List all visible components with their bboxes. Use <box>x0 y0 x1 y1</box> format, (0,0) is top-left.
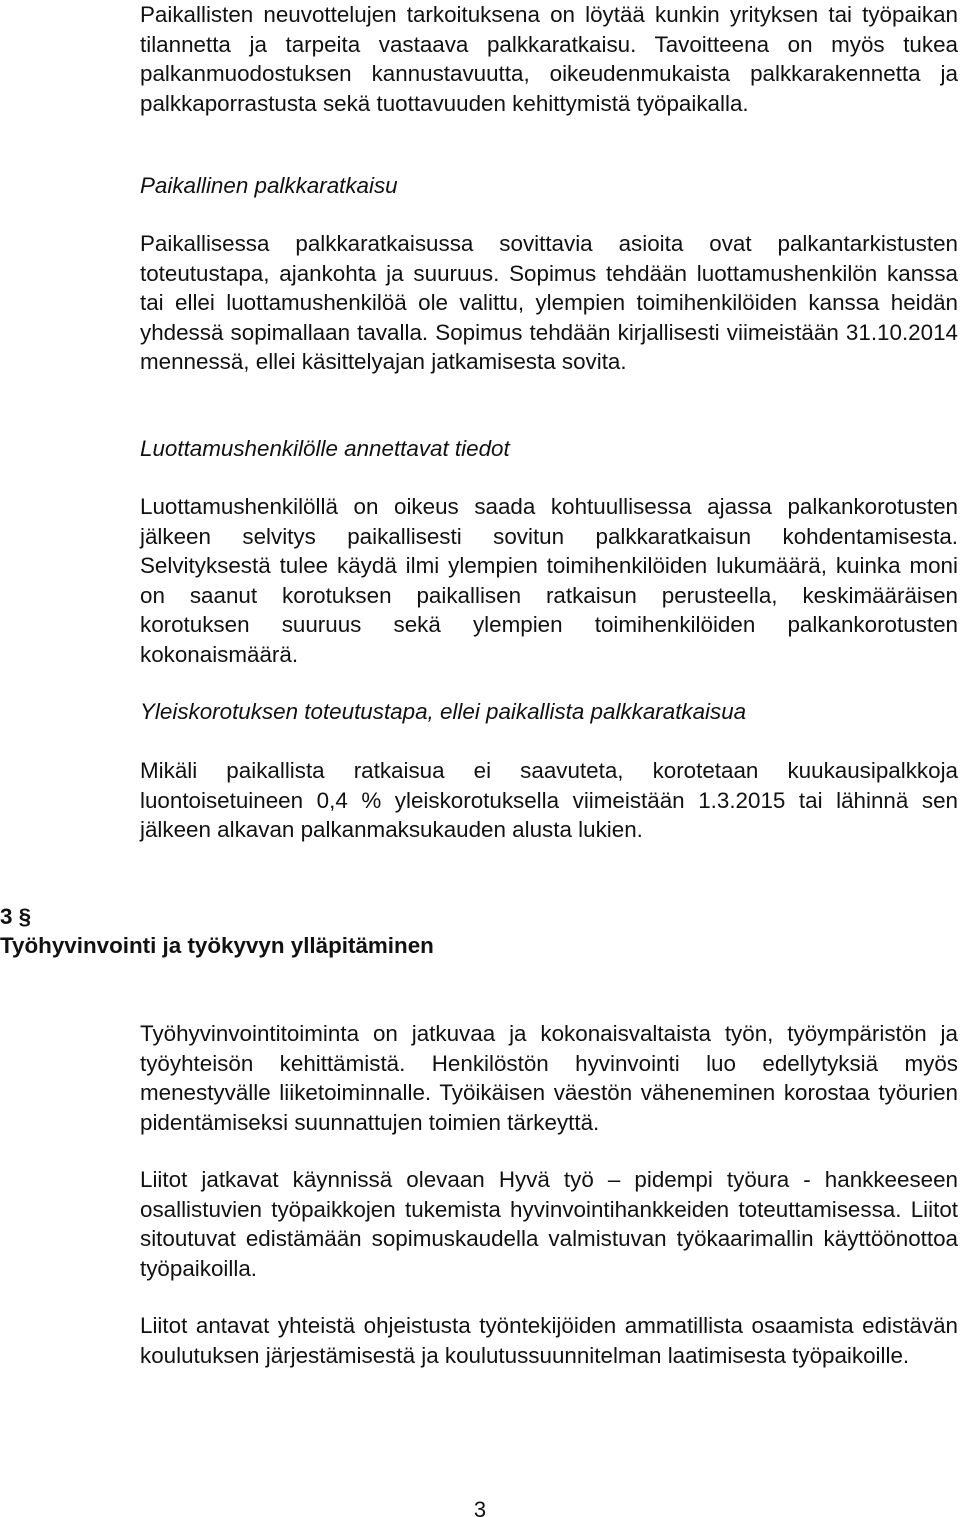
shop-steward-information-paragraph: Luottamushenkilöllä on oikeus saada kohtuullisessa ajassa palkankorotusten jälkeen selvitys paikallisesti sovitun palkkaratkaisun kohdentamisesta. Selvityksestä tulee käydä ilmi ylempien toimihenkilöiden lukumäärä, kuinka moni on saanut korotuksen paikallisen ratkaisun perusteella, keskimääräisen korotuksen suuruus sekä ylempien toimihenkilöiden palkankorotusten kokonaismäärä. <box>140 494 958 667</box>
wellbeing-paragraph-3: Liitot antavat yhteistä ohjeistusta työntekijöiden ammatillista osaamista edistävän koulutuksen järjestämisestä ja koulutussuunnitelman laatimisesta työpaikoille. <box>140 1313 958 1368</box>
subheading-shop-steward-information: Luottamushenkilölle annettavat tiedot <box>140 436 510 461</box>
subheading-local-pay-settlement: Paikallinen palkkaratkaisu <box>140 173 398 198</box>
section-number: 3 § <box>0 904 32 929</box>
section-title: Työhyvinvointi ja työkyvyn ylläpitäminen <box>0 933 434 958</box>
general-increase-paragraph: Mikäli paikallista ratkaisua ei saavuteta, korotetaan kuukausipalkkoja luontoisetuineen 0,4 % yleiskorotuksella viimeistään 1.3.2015 tai lähinnä sen jälkeen alkavan palkanmaksukauden alusta lukien. <box>140 758 958 842</box>
subheading-general-increase: Yleiskorotuksen toteutustapa, ellei paikallista palkkaratkaisua <box>140 699 747 724</box>
wellbeing-paragraph-1: Työhyvinvointitoiminta on jatkuvaa ja kokonaisvaltaista työn, työympäristön ja työyhteisön kehittämistä. Henkilöstön hyvinvointi luo edellytyksiä myös menestyvälle liiketoiminnalle. Työikäisen väestön väheneminen korostaa työurien pidentämiseksi suunnattujen toimien tärkeyttä. <box>140 1021 958 1135</box>
intro-paragraph: Paikallisten neuvottelujen tarkoituksena on löytää kunkin yrityksen tai työpaikan tilannetta ja tarpeita vastaava palkkaratkaisu. Tavoitteena on myös tukea palkanmuodostuksen kannustavuutta, oikeudenmukaista palkkarakennetta ja palkkaporrastusta sekä tuottavuuden kehittymistä työpaikalla. <box>140 2 958 116</box>
wellbeing-paragraph-2: Liitot jatkavat käynnissä olevaan Hyvä työ – pidempi työura - hankkeeseen osallistuvien työpaikkojen tukemista hyvinvointihankkeiden toteuttamisessa. Liitot sitoutuvat edistämään sopimuskaudella valmistuvan työkaarimallin käyttöönottoa työpaikoilla. <box>140 1167 958 1281</box>
local-pay-settlement-paragraph: Paikallisessa palkkaratkaisussa sovittavia asioita ovat palkantarkistusten toteutustapa, ajankohta ja suuruus. Sopimus tehdään luottamushenkilön kanssa tai ellei luottamushenkilöä ole valittu, ylempien toimihenkilöiden kanssa heidän yhdessä sopimallaan tavalla. Sopimus tehdään kirjallisesti viimeistään 31.10.2014 mennessä, ellei käsittelyajan jatkamisesta sovita. <box>140 231 958 374</box>
page-number: 3 <box>473 1497 487 1517</box>
